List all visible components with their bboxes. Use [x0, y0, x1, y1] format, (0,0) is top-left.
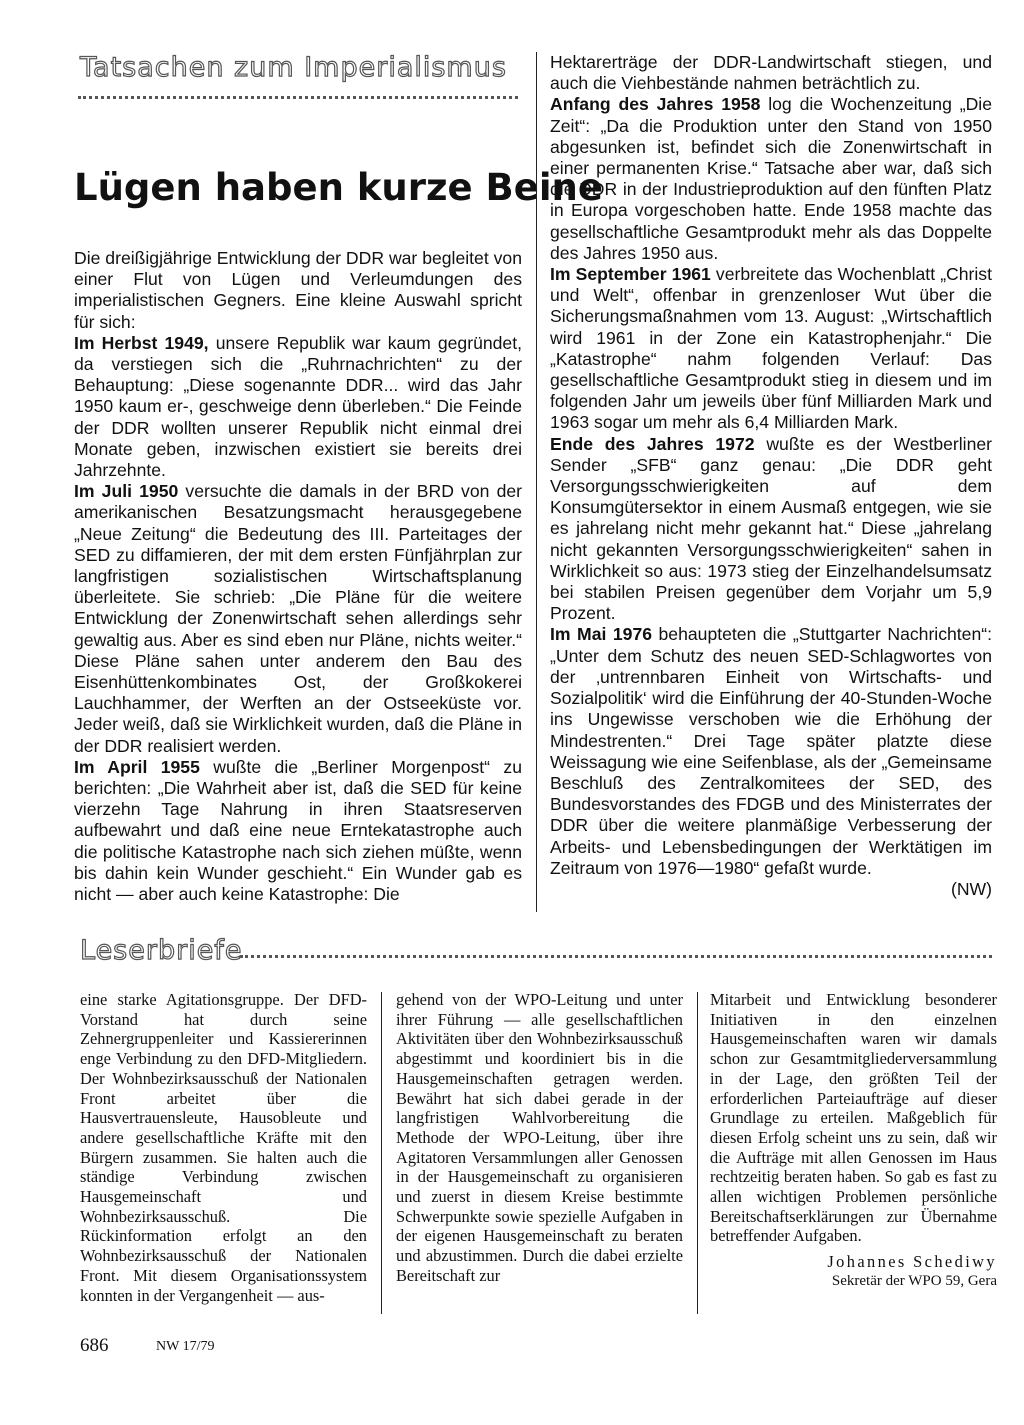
article-paragraph	[550, 624, 992, 878]
article-text: Die dreißigjährige Entwicklung der DDR war begleitet von einer Flut von Lügen und Verleumdungen des imperialistischen Gegners. Eine kleine Auswahl spricht für sich:	[74, 248, 522, 332]
article-lead: Im Juli 1950	[74, 481, 179, 502]
article-paragraph	[74, 757, 522, 905]
article-paragraph	[550, 264, 992, 434]
page-number: 686	[80, 1335, 109, 1356]
letter-column-2	[396, 990, 683, 1286]
article-text: verbreitete das Wochenblatt „Christ und Welt“, offenbar in grenzenloser Wut über die Sicherungsmaßnahmen vom 13. August: „Wirtschaftlich wird 1961 in der Zone ein Katastrophenjahr.“ Die „Katastrophe“ nahm folgenden Verlauf: Das gesellschaftliche Gesamtprodukt stieg in diesem und im folgenden Jahr um jeweils über fünf Milliarden Mark und 1963 sogar um mehr als 6,4 Milliarden Mark.	[550, 264, 992, 433]
section-label: Tatsachen zum Imperialismus	[80, 52, 507, 83]
article-text: Hektarerträge der DDR-Landwirtschaft stiegen, und auch die Viehbestände nahmen beträchtlich zu.	[550, 52, 992, 94]
column-divider	[536, 52, 537, 912]
letter-text: gehend von der WPO-Leitung und unter ihrer Führung — alle gesellschaftlichen Aktivitäten über den Wohnbezirksausschuß abgestimmt und koordiniert bis in die Hausgemeinschaften getragen werden. Bewährt hat sich dabei gerade in der langfristigen Wahlvorbereitung die Methode der WPO-Leitung, über ihre Agitatoren Versammlungen aller Genossen in der Hausgemeinschaft zu organisieren und zuerst in diesem Kreise bestimmte Schwerpunkte sowie spezielle Aufgaben in der eigenen Hausgemeinschaft zu beraten und abzustimmen. Durch die dabei erzielte Bereitschaft zur	[396, 990, 683, 1285]
letter-text: Mitarbeit und Entwicklung besonderer Initiativen in den einzelnen Hausgemeinschaften waren wir damals schon zur Gesamtmitgliederversammlung in der Lage, den größten Teil der erforderlichen Parteiaufträge auf dieser Grundlage zu erteilen. Maßgeblich für diesen Erfolg scheint uns zu sein, daß wir die Aufträge mit allen Genossen im Haus rechtzeitig beraten haben. So gab es fast zu allen wichtigen Problemen persönliche Bereitschaftserklärungen zur Übernahme betreffender Aufgaben.	[710, 990, 997, 1246]
headline: Lügen haben kurze Beine	[74, 166, 603, 209]
article-paragraph	[74, 333, 522, 481]
article-lead: Im April 1955	[74, 756, 200, 777]
letter-divider	[697, 992, 698, 1314]
article-lead: Im Mai 1976	[550, 624, 653, 645]
article-column-2	[550, 52, 992, 900]
issue-label: NW 17/79	[156, 1339, 215, 1354]
letter-text: eine starke Agitationsgruppe. Der DFD-Vorstand hat durch seine Zehnergruppenleiter und Kassiererinnen enge Verbindung zu den DFD-Mitgliedern. Der Wohnbezirksausschuß der Nationalen Front arbeitet über die Hausvertrauensleute, Hausobleute und andere gesellschaftliche Kräfte mit den Bürgern zusammen. Sie halten auch die ständige Verbindung zwischen Hausgemeinschaft und Wohnbezirksausschuß. Die Rückinformation erfolgt an den Wohnbezirksausschuß der Nationalen Front. Mit diesem Organisationssystem konnten in der Vergangenheit — aus-	[80, 990, 367, 1305]
article-paragraph	[550, 94, 992, 264]
letter-column-3	[710, 990, 997, 1246]
section-rule	[78, 96, 518, 99]
article-text: versuchte die damals in der BRD von der amerikanischen Besatzungsmacht herausgegebene „Neue Zeitung“ die Bedeutung des III. Parteitages der SED zu diffamieren, der mit dem ersten Fünfjährplan zur langfristigen sozialistischen Wirtschaftsplanung überleitete. Sie schrieb: „Die Pläne für die weitere Entwicklung der Zonenwirtschaft sehen allerdings sehr gewaltig aus. Aber es sind eben nur Pläne, nichts weiter.“ Diese Pläne sahen unter anderem den Bau des Eisenhüttenkombinates Ost, der Großkokerei Lauchhammer, der Werften an der Ostseeküste vor. Jeder weiß, daß sie Wirklichkeit wurden, daß die Pläne in der DDR realisiert werden.	[74, 481, 522, 756]
letter-divider	[381, 992, 382, 1314]
article-paragraph	[550, 52, 992, 94]
letter-column-1	[80, 990, 367, 1305]
article-text: log die Wochenzeitung „Die Zeit“: „Da die Produktion unter den Stand von 1950 abgesunken ist, befindet sich die Zonenwirtschaft in einer permanenten Krise.“ Tatsache aber war, daß sich die DDR in der Industrieproduktion auf den fünften Platz in Europa vorgeschoben hatte. Ende 1958 machte das gesellschaftliche Gesamtprodukt mehr als das Doppelte des Jahres 1950 aus.	[550, 94, 992, 263]
article-lead: Ende des Jahres 1972	[550, 433, 755, 454]
article-text: wußte es der Westberliner Sender „SFB“ ganz genau: „Die DDR geht Versorgungsschwierigkeiten auf dem Konsumgütersektor in einem Ausmaß entgegen, wie sie es jahrelang nicht mehr gekannt hat.“ Diese „jahrelang nicht gekannten Versorgungsschwierigkeiten“ sahen in Wirklichkeit so aus: 1973 stieg der Einzelhandelsumsatz bei stabilen Preisen gegenüber dem Vorjahr um 5,9 Prozent.	[550, 433, 993, 624]
article-paragraph	[74, 481, 522, 757]
article-paragraph	[74, 248, 522, 333]
letters-rule	[240, 955, 992, 958]
article-text: wußte die „Berliner Morgenpost“ zu berichten: „Die Wahrheit aber ist, daß die SED für keine vierzehn Tage Nahrung in ihren Staatsreserven aufbewahrt und daß eine neue Erntekatastrophe auch die politische Katastrophe nach sich ziehen müßte, wenn bis dahin kein Wunder geschieht.“ Ein Wunder gab es nicht — aber auch keine Katastrophe: Die	[74, 756, 522, 905]
signature-role: Sekretär der WPO 59, Gera	[831, 1273, 997, 1289]
article-lead: Anfang des Jahres 1958	[550, 94, 761, 115]
article-text: unsere Republik war kaum gegründet, da verstiegen sich die „Ruhrnachrichten“ zu der Behauptung: „Diese sogenannte DDR... wird das Jahr 1950 kaum er-, geschweige denn überleben.“ Die Feinde der DDR wollten unserer Republik nicht einmal drei Monate geben, inzwischen existiert sie bereits drei Jahrzehnte.	[74, 332, 522, 481]
article-lead: Im September 1961	[550, 264, 711, 285]
article-paragraph	[550, 434, 992, 625]
article-text: behaupteten die „Stuttgarter Nachrichten“: „Unter dem Schutz des neuen SED-Schlagwortes von der ‚untrennbaren Einheit von Wirtschafts- und Sozialpolitik‘ wird die Einführung der 40-Stunden-Woche ins Ungewisse verschoben wie die Erhöhung der Mindestrenten.“ Drei Tage später platzte diese Weissagung wie eine Seifenblase, als der „Gemeinsame Beschluß des Zentralkomitees der SED, des Bundesvorstandes des FDGB und des Ministerrates der DDR über die weitere planmäßige Verbesserung der Arbeits- und Lebensbedingungen der Werktätigen im Zeitraum von 1976—1980“ gefaßt wurde.	[550, 624, 992, 878]
article-author: (NW)	[950, 878, 992, 899]
letters-label: Leserbriefe	[80, 935, 243, 966]
article-column-1	[74, 248, 522, 905]
article-lead: Im Herbst 1949,	[74, 332, 209, 353]
signature-name: Johannes Schediwy	[827, 1252, 997, 1271]
